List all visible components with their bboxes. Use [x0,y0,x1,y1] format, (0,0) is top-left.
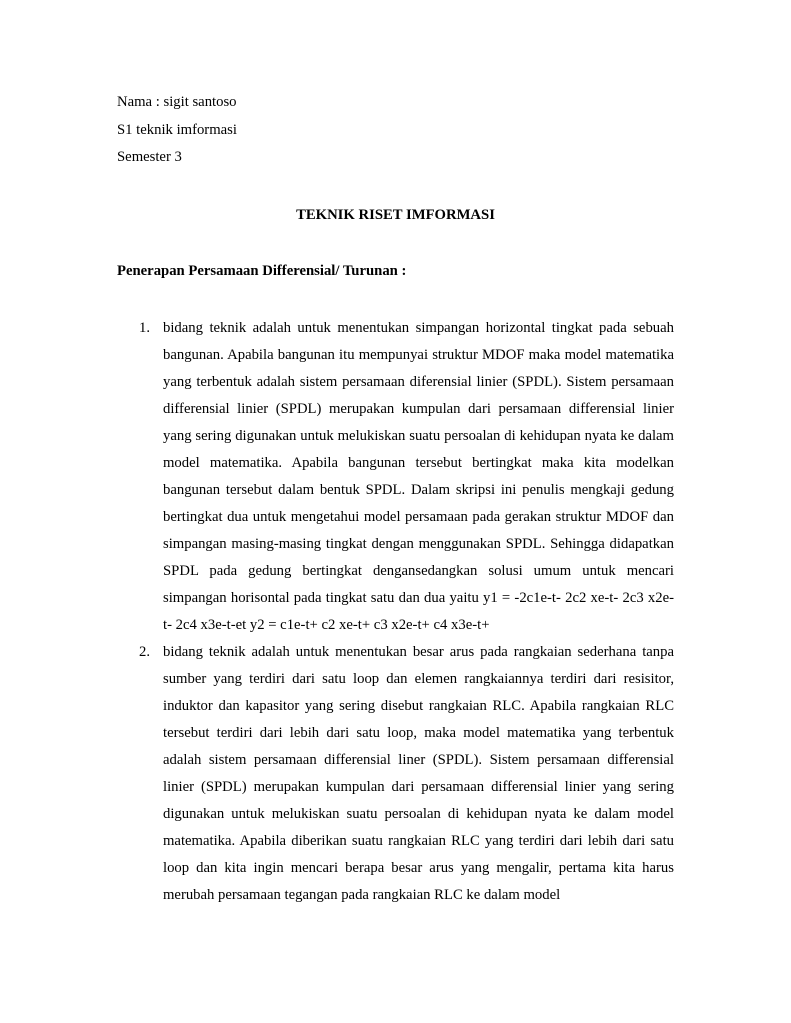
list-item-number: 2. [139,644,151,660]
study-program: S1 teknik imformasi [117,121,237,138]
semester: Semester 3 [117,149,182,165]
list-item-text: bidang teknik adalah untuk menentukan besar arus pada rangkaian sederhana tanpa sumber yang terdiri dari satu loop dan elemen rangkaiannya terdiri dari resisitor, induktor dan kapasitor yang sering disebut rangkaian RLC. Apabila rangkaian RLC tersebut terdiri dari lebih dari satu loop, maka model matematika yang terbentuk adalah sistem persamaan differensial liner (SPDL). Sistem persamaan differensial linier (SPDL) merupakan kumpulan dari persamaan differensial linier yang sering digunakan untuk melukiskan suatu persoalan di kehidupan nyata ke dalam model matematika. Apabila diberikan suatu rangkaian RLC yang terdiri dari lebih dari satu loop dan kita ingin mencari berapa besar arus yang mengalir, pertama kita harus merubah persamaan tegangan pada rangkaian RLC ke dalam model [163,644,674,903]
student-name: Nama : sigit santoso [117,94,237,110]
list-item-text: bidang teknik adalah untuk menentukan simpangan horizontal tingkat pada sebuah bangunan. Apabila bangunan itu mempunyai struktur MDOF maka model matematika yang terbentuk adalah sistem persamaan diferensial linier (SPDL). Sistem persamaan differensial linier (SPDL) merupakan kumpulan dari persamaan differensial linier yang sering digunakan untuk melukiskan suatu persoalan di kehidupan nyata ke dalam model matematika. Apabila bangunan tersebut bertingkat maka kita modelkan bangunan tersebut dalam bentuk SPDL. Dalam skripsi ini penulis mengkaji gedung bertingkat dua untuk mengetahui model persamaan pada gerakan struktur MDOF dan simpangan masing-masing tingkat dengan menggunakan SPDL. Sehingga didapatkan SPDL pada gedung bertingkat dengansedangkan solusi umum untuk mencari simpangan horisontal pada tingkat satu dan dua yaitu y1 = -2c1e-t- 2c2 xe-t- 2c3 x2e-t- 2c4 x3e-t-et y2 = c1e-t+ c2 xe-t+ c3 x2e-t+ c4 x3e-t+ [163,320,674,633]
document-title: TEKNIK RISET IMFORMASI [296,207,495,223]
student-info [117,92,237,175]
numbered-list [139,315,674,909]
section-heading: Penerapan Persamaan Differensial/ Turunan : [117,263,407,279]
list-item-number: 1. [139,320,151,336]
list-item [139,639,674,909]
list-item [139,315,674,639]
